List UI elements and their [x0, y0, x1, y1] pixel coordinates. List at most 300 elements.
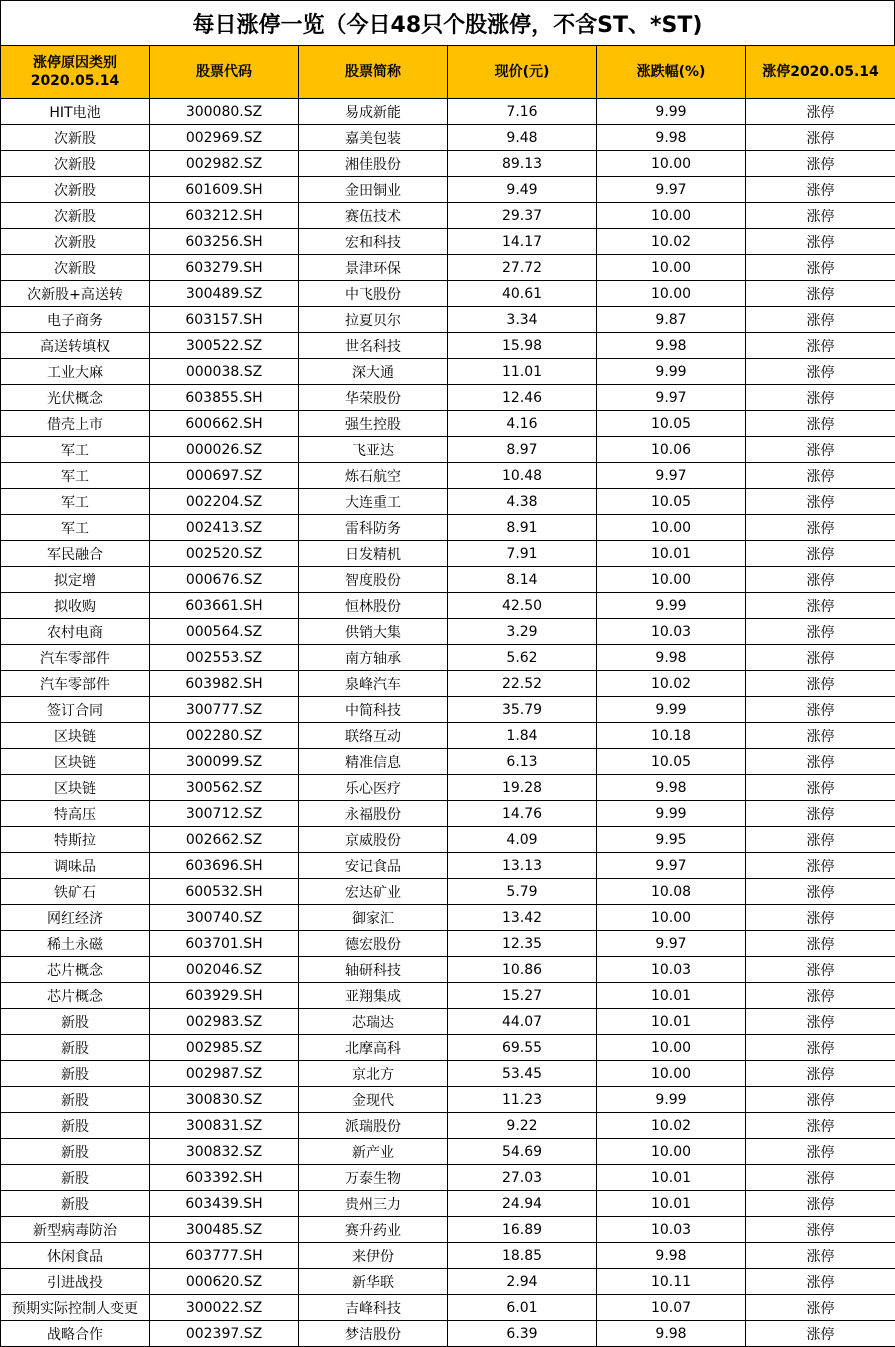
- status-cell: 涨停: [746, 827, 895, 853]
- code-cell: 603777.SH: [150, 1243, 299, 1269]
- change-cell: 10.02: [597, 671, 746, 697]
- change-cell: 9.98: [597, 1321, 746, 1347]
- status-cell: 涨停: [746, 957, 895, 983]
- change-cell: 10.03: [597, 957, 746, 983]
- category-cell: 特高压: [1, 801, 150, 827]
- table-row: [1, 593, 895, 619]
- change-cell: 10.00: [597, 151, 746, 177]
- change-cell: 9.97: [597, 931, 746, 957]
- price-cell: 6.01: [448, 1295, 597, 1321]
- category-cell: 特斯拉: [1, 827, 150, 853]
- price-cell: 11.23: [448, 1087, 597, 1113]
- name-cell: 智度股份: [299, 567, 448, 593]
- change-cell: 9.87: [597, 307, 746, 333]
- name-cell: 吉峰科技: [299, 1295, 448, 1321]
- name-cell: 金现代: [299, 1087, 448, 1113]
- change-cell: 10.06: [597, 437, 746, 463]
- price-cell: 8.91: [448, 515, 597, 541]
- price-cell: 19.28: [448, 775, 597, 801]
- change-cell: 10.02: [597, 1113, 746, 1139]
- status-cell: 涨停: [746, 1165, 895, 1191]
- category-cell: 农村电商: [1, 619, 150, 645]
- status-cell: 涨停: [746, 151, 895, 177]
- status-cell: 涨停: [746, 1269, 895, 1295]
- name-cell: 派瑞股份: [299, 1113, 448, 1139]
- status-cell: 涨停: [746, 125, 895, 151]
- status-cell: 涨停: [746, 463, 895, 489]
- name-cell: 北摩高科: [299, 1035, 448, 1061]
- code-cell: 002520.SZ: [150, 541, 299, 567]
- name-cell: 京北方: [299, 1061, 448, 1087]
- change-cell: 10.01: [597, 1009, 746, 1035]
- price-cell: 27.03: [448, 1165, 597, 1191]
- category-cell: 军工: [1, 437, 150, 463]
- category-cell: 休闲食品: [1, 1243, 150, 1269]
- code-cell: 603696.SH: [150, 853, 299, 879]
- name-cell: 南方轴承: [299, 645, 448, 671]
- code-cell: 300832.SZ: [150, 1139, 299, 1165]
- category-cell: 引进战投: [1, 1269, 150, 1295]
- price-cell: 4.16: [448, 411, 597, 437]
- price-cell: 12.46: [448, 385, 597, 411]
- name-cell: 万泰生物: [299, 1165, 448, 1191]
- category-cell: 新股: [1, 1061, 150, 1087]
- category-cell: 芯片概念: [1, 983, 150, 1009]
- code-cell: 002987.SZ: [150, 1061, 299, 1087]
- price-cell: 1.84: [448, 723, 597, 749]
- name-cell: 拉夏贝尔: [299, 307, 448, 333]
- price-cell: 14.17: [448, 229, 597, 255]
- table-row: [1, 1191, 895, 1217]
- change-cell: 9.98: [597, 1243, 746, 1269]
- change-cell: 9.98: [597, 645, 746, 671]
- status-cell: 涨停: [746, 333, 895, 359]
- code-cell: 000676.SZ: [150, 567, 299, 593]
- category-cell: 次新股: [1, 229, 150, 255]
- category-cell: 新型病毒防治: [1, 1217, 150, 1243]
- price-cell: 9.49: [448, 177, 597, 203]
- table-row: [1, 879, 895, 905]
- price-cell: 9.22: [448, 1113, 597, 1139]
- table-row: [1, 1087, 895, 1113]
- table-row: [1, 203, 895, 229]
- change-cell: 10.02: [597, 229, 746, 255]
- limit-up-table: [0, 45, 895, 1347]
- category-cell: 铁矿石: [1, 879, 150, 905]
- table-row: [1, 1113, 895, 1139]
- status-cell: 涨停: [746, 229, 895, 255]
- name-cell: 恒林股份: [299, 593, 448, 619]
- table-row: [1, 229, 895, 255]
- name-cell: 宏达矿业: [299, 879, 448, 905]
- code-cell: 603929.SH: [150, 983, 299, 1009]
- price-cell: 10.86: [448, 957, 597, 983]
- table-row: [1, 333, 895, 359]
- name-cell: 华荣股份: [299, 385, 448, 411]
- price-cell: 14.76: [448, 801, 597, 827]
- change-cell: 10.01: [597, 541, 746, 567]
- table-row: [1, 307, 895, 333]
- price-cell: 7.16: [448, 99, 597, 125]
- price-cell: 15.98: [448, 333, 597, 359]
- code-cell: 002553.SZ: [150, 645, 299, 671]
- code-cell: 300830.SZ: [150, 1087, 299, 1113]
- category-cell: 区块链: [1, 775, 150, 801]
- change-cell: 9.99: [597, 359, 746, 385]
- name-cell: 宏和科技: [299, 229, 448, 255]
- header-category-line1: 涨停原因类别: [1, 54, 149, 72]
- code-cell: 002985.SZ: [150, 1035, 299, 1061]
- category-cell: 借壳上市: [1, 411, 150, 437]
- header-category-line2: 2020.05.14: [1, 72, 149, 90]
- table-row: [1, 957, 895, 983]
- change-cell: 10.11: [597, 1269, 746, 1295]
- change-cell: 9.99: [597, 593, 746, 619]
- change-cell: 10.03: [597, 619, 746, 645]
- table-row: [1, 775, 895, 801]
- table-row: [1, 1009, 895, 1035]
- name-cell: 来伊份: [299, 1243, 448, 1269]
- status-cell: 涨停: [746, 541, 895, 567]
- code-cell: 603855.SH: [150, 385, 299, 411]
- code-cell: 300489.SZ: [150, 281, 299, 307]
- table-row: [1, 619, 895, 645]
- price-cell: 27.72: [448, 255, 597, 281]
- change-cell: 10.00: [597, 203, 746, 229]
- table-row: [1, 801, 895, 827]
- table-row: [1, 177, 895, 203]
- code-cell: 300522.SZ: [150, 333, 299, 359]
- category-cell: 高送转填权: [1, 333, 150, 359]
- category-cell: 次新股: [1, 125, 150, 151]
- category-cell: 次新股: [1, 255, 150, 281]
- table-row: [1, 723, 895, 749]
- name-cell: 易成新能: [299, 99, 448, 125]
- change-cell: 10.05: [597, 489, 746, 515]
- status-cell: 涨停: [746, 645, 895, 671]
- status-cell: 涨停: [746, 801, 895, 827]
- price-cell: 4.38: [448, 489, 597, 515]
- price-cell: 10.48: [448, 463, 597, 489]
- change-cell: 10.08: [597, 879, 746, 905]
- category-cell: 签订合同: [1, 697, 150, 723]
- status-cell: 涨停: [746, 99, 895, 125]
- code-cell: 603157.SH: [150, 307, 299, 333]
- name-cell: 梦洁股份: [299, 1321, 448, 1347]
- category-cell: 新股: [1, 1165, 150, 1191]
- status-cell: 涨停: [746, 307, 895, 333]
- table-row: [1, 853, 895, 879]
- name-cell: 嘉美包装: [299, 125, 448, 151]
- category-cell: HIT电池: [1, 99, 150, 125]
- name-cell: 深大通: [299, 359, 448, 385]
- price-cell: 5.62: [448, 645, 597, 671]
- category-cell: 拟收购: [1, 593, 150, 619]
- code-cell: 300022.SZ: [150, 1295, 299, 1321]
- name-cell: 安记食品: [299, 853, 448, 879]
- name-cell: 御家汇: [299, 905, 448, 931]
- category-cell: 新股: [1, 1009, 150, 1035]
- name-cell: 新华联: [299, 1269, 448, 1295]
- category-cell: 军民融合: [1, 541, 150, 567]
- status-cell: 涨停: [746, 1087, 895, 1113]
- price-cell: 11.01: [448, 359, 597, 385]
- status-cell: 涨停: [746, 359, 895, 385]
- price-cell: 4.09: [448, 827, 597, 853]
- name-cell: 景津环保: [299, 255, 448, 281]
- table-row: [1, 515, 895, 541]
- status-cell: 涨停: [746, 593, 895, 619]
- code-cell: 603256.SH: [150, 229, 299, 255]
- status-cell: 涨停: [746, 489, 895, 515]
- code-cell: 300777.SZ: [150, 697, 299, 723]
- name-cell: 京威股份: [299, 827, 448, 853]
- price-cell: 6.13: [448, 749, 597, 775]
- category-cell: 军工: [1, 515, 150, 541]
- price-cell: 18.85: [448, 1243, 597, 1269]
- price-cell: 3.34: [448, 307, 597, 333]
- status-cell: 涨停: [746, 515, 895, 541]
- table-body: [1, 99, 895, 1347]
- status-cell: 涨停: [746, 437, 895, 463]
- table-row: [1, 125, 895, 151]
- status-cell: 涨停: [746, 281, 895, 307]
- name-cell: 轴研科技: [299, 957, 448, 983]
- change-cell: 10.00: [597, 515, 746, 541]
- category-cell: 网红经济: [1, 905, 150, 931]
- price-cell: 42.50: [448, 593, 597, 619]
- price-cell: 7.91: [448, 541, 597, 567]
- status-cell: 涨停: [746, 983, 895, 1009]
- change-cell: 9.99: [597, 1087, 746, 1113]
- change-cell: 10.00: [597, 255, 746, 281]
- name-cell: 飞亚达: [299, 437, 448, 463]
- price-cell: 69.55: [448, 1035, 597, 1061]
- code-cell: 002046.SZ: [150, 957, 299, 983]
- change-cell: 10.00: [597, 1139, 746, 1165]
- code-cell: 603982.SH: [150, 671, 299, 697]
- code-cell: 002969.SZ: [150, 125, 299, 151]
- status-cell: 涨停: [746, 411, 895, 437]
- code-cell: 002983.SZ: [150, 1009, 299, 1035]
- status-cell: 涨停: [746, 255, 895, 281]
- table-row: [1, 1165, 895, 1191]
- price-cell: 24.94: [448, 1191, 597, 1217]
- code-cell: 000564.SZ: [150, 619, 299, 645]
- code-cell: 000620.SZ: [150, 1269, 299, 1295]
- change-cell: 9.99: [597, 697, 746, 723]
- change-cell: 10.07: [597, 1295, 746, 1321]
- code-cell: 300080.SZ: [150, 99, 299, 125]
- change-cell: 9.98: [597, 775, 746, 801]
- table-row: [1, 541, 895, 567]
- price-cell: 16.89: [448, 1217, 597, 1243]
- name-cell: 德宏股份: [299, 931, 448, 957]
- change-cell: 10.05: [597, 411, 746, 437]
- name-cell: 日发精机: [299, 541, 448, 567]
- table-row: [1, 99, 895, 125]
- price-cell: 5.79: [448, 879, 597, 905]
- table-row: [1, 1217, 895, 1243]
- change-cell: 10.00: [597, 567, 746, 593]
- table-row: [1, 1295, 895, 1321]
- status-cell: 涨停: [746, 1035, 895, 1061]
- price-cell: 13.42: [448, 905, 597, 931]
- table-row: [1, 411, 895, 437]
- change-cell: 9.97: [597, 385, 746, 411]
- code-cell: 603212.SH: [150, 203, 299, 229]
- change-cell: 9.95: [597, 827, 746, 853]
- price-cell: 8.97: [448, 437, 597, 463]
- price-cell: 3.29: [448, 619, 597, 645]
- change-cell: 10.00: [597, 281, 746, 307]
- table-row: [1, 645, 895, 671]
- name-cell: 贵州三力: [299, 1191, 448, 1217]
- code-cell: 603439.SH: [150, 1191, 299, 1217]
- category-cell: 稀土永磁: [1, 931, 150, 957]
- code-cell: 601609.SH: [150, 177, 299, 203]
- name-cell: 炼石航空: [299, 463, 448, 489]
- table-row: [1, 281, 895, 307]
- category-cell: 工业大麻: [1, 359, 150, 385]
- status-cell: 涨停: [746, 1061, 895, 1087]
- code-cell: 000026.SZ: [150, 437, 299, 463]
- status-cell: 涨停: [746, 1295, 895, 1321]
- table-row: [1, 905, 895, 931]
- name-cell: 精准信息: [299, 749, 448, 775]
- status-cell: 涨停: [746, 879, 895, 905]
- table-row: [1, 255, 895, 281]
- status-cell: 涨停: [746, 1139, 895, 1165]
- table-row: [1, 463, 895, 489]
- status-cell: 涨停: [746, 1217, 895, 1243]
- category-cell: 拟定增: [1, 567, 150, 593]
- name-cell: 供销大集: [299, 619, 448, 645]
- name-cell: 亚翔集成: [299, 983, 448, 1009]
- code-cell: 600662.SH: [150, 411, 299, 437]
- table-row: [1, 1269, 895, 1295]
- table-row: [1, 1061, 895, 1087]
- change-cell: 9.98: [597, 125, 746, 151]
- change-cell: 9.97: [597, 463, 746, 489]
- category-cell: 军工: [1, 463, 150, 489]
- category-cell: 调味品: [1, 853, 150, 879]
- category-cell: 次新股: [1, 151, 150, 177]
- price-cell: 8.14: [448, 567, 597, 593]
- code-cell: 300831.SZ: [150, 1113, 299, 1139]
- category-cell: 次新股: [1, 203, 150, 229]
- code-cell: 603701.SH: [150, 931, 299, 957]
- name-cell: 中飞股份: [299, 281, 448, 307]
- price-cell: 35.79: [448, 697, 597, 723]
- code-cell: 603392.SH: [150, 1165, 299, 1191]
- price-cell: 2.94: [448, 1269, 597, 1295]
- category-cell: 芯片概念: [1, 957, 150, 983]
- table-row: [1, 151, 895, 177]
- code-cell: 000038.SZ: [150, 359, 299, 385]
- status-cell: 涨停: [746, 697, 895, 723]
- header-row: [1, 46, 895, 99]
- change-cell: 9.97: [597, 177, 746, 203]
- price-cell: 44.07: [448, 1009, 597, 1035]
- table-row: [1, 931, 895, 957]
- price-cell: 89.13: [448, 151, 597, 177]
- price-cell: 6.39: [448, 1321, 597, 1347]
- status-cell: 涨停: [746, 1191, 895, 1217]
- code-cell: 603661.SH: [150, 593, 299, 619]
- header-name: 股票简称: [299, 46, 448, 99]
- code-cell: 300485.SZ: [150, 1217, 299, 1243]
- status-cell: 涨停: [746, 1009, 895, 1035]
- name-cell: 雷科防务: [299, 515, 448, 541]
- code-cell: 002662.SZ: [150, 827, 299, 853]
- table-row: [1, 359, 895, 385]
- status-cell: 涨停: [746, 931, 895, 957]
- status-cell: 涨停: [746, 1113, 895, 1139]
- table-row: [1, 1035, 895, 1061]
- code-cell: 603279.SH: [150, 255, 299, 281]
- change-cell: 10.01: [597, 983, 746, 1009]
- code-cell: 002413.SZ: [150, 515, 299, 541]
- change-cell: 10.05: [597, 749, 746, 775]
- change-cell: 10.01: [597, 1191, 746, 1217]
- table-row: [1, 1321, 895, 1347]
- code-cell: 002982.SZ: [150, 151, 299, 177]
- change-cell: 9.98: [597, 333, 746, 359]
- table-row: [1, 983, 895, 1009]
- code-cell: 300562.SZ: [150, 775, 299, 801]
- status-cell: 涨停: [746, 1321, 895, 1347]
- table-row: [1, 697, 895, 723]
- header-code: 股票代码: [150, 46, 299, 99]
- category-cell: 战略合作: [1, 1321, 150, 1347]
- table-row: [1, 567, 895, 593]
- code-cell: 002280.SZ: [150, 723, 299, 749]
- code-cell: 300740.SZ: [150, 905, 299, 931]
- code-cell: 300712.SZ: [150, 801, 299, 827]
- change-cell: 9.99: [597, 99, 746, 125]
- category-cell: 新股: [1, 1087, 150, 1113]
- change-cell: 10.03: [597, 1217, 746, 1243]
- status-cell: 涨停: [746, 775, 895, 801]
- category-cell: 汽车零部件: [1, 671, 150, 697]
- price-cell: 22.52: [448, 671, 597, 697]
- name-cell: 赛伍技术: [299, 203, 448, 229]
- header-price: 现价(元): [448, 46, 597, 99]
- change-cell: 10.00: [597, 905, 746, 931]
- status-cell: 涨停: [746, 723, 895, 749]
- price-cell: 53.45: [448, 1061, 597, 1087]
- table-row: [1, 1243, 895, 1269]
- header-category: [1, 46, 150, 99]
- category-cell: 军工: [1, 489, 150, 515]
- category-cell: 区块链: [1, 723, 150, 749]
- name-cell: 中简科技: [299, 697, 448, 723]
- status-cell: 涨停: [746, 619, 895, 645]
- name-cell: 新产业: [299, 1139, 448, 1165]
- code-cell: 600532.SH: [150, 879, 299, 905]
- table-row: [1, 671, 895, 697]
- price-cell: 9.48: [448, 125, 597, 151]
- header-change: 涨跌幅(%): [597, 46, 746, 99]
- name-cell: 乐心医疗: [299, 775, 448, 801]
- category-cell: 新股: [1, 1139, 150, 1165]
- code-cell: 002204.SZ: [150, 489, 299, 515]
- table-row: [1, 1139, 895, 1165]
- change-cell: 10.00: [597, 1035, 746, 1061]
- code-cell: 002397.SZ: [150, 1321, 299, 1347]
- table-row: [1, 827, 895, 853]
